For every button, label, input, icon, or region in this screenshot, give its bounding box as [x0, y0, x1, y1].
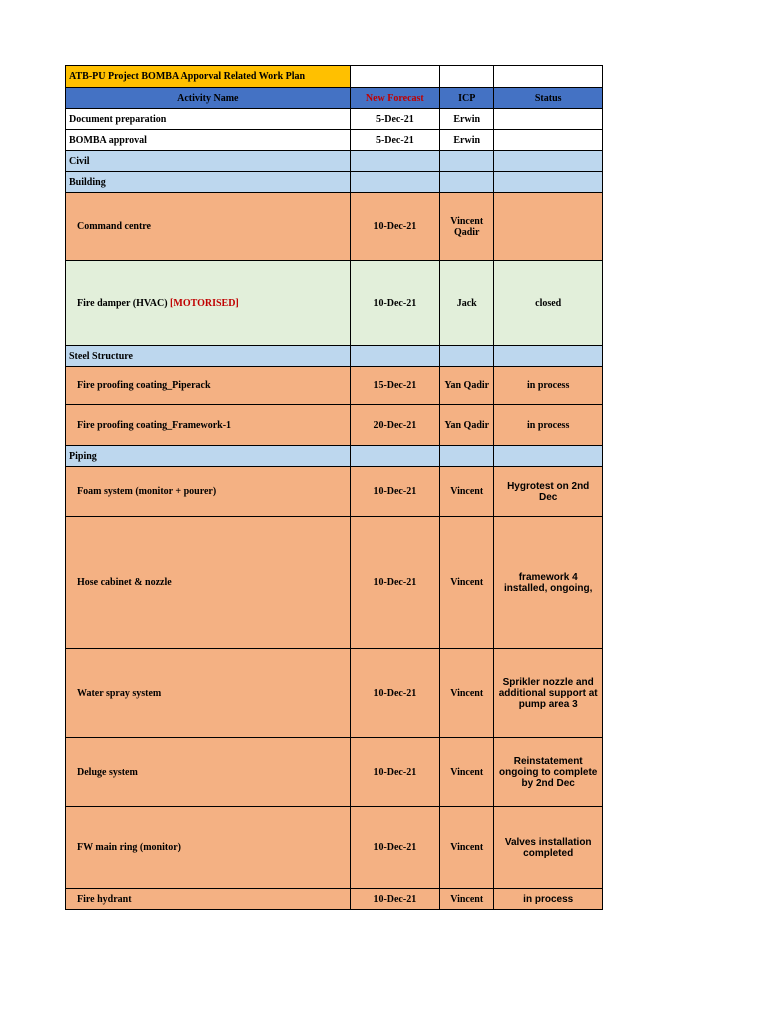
title-blank-cell[interactable] [440, 66, 494, 88]
table-row [66, 367, 603, 405]
table-row [66, 130, 603, 151]
forecast-cell[interactable]: 5-Dec-21 [350, 130, 440, 151]
activity-cell[interactable]: Fire proofing coating_Framework-1 [66, 405, 351, 446]
work-plan-table [65, 65, 603, 910]
icp-cell[interactable]: Vincent [440, 517, 494, 649]
status-cell[interactable]: Sprikler nozzle and additional support at pump area 3 [494, 649, 603, 738]
activity-cell[interactable]: Document preparation [66, 109, 351, 130]
title-blank-cell[interactable] [350, 66, 440, 88]
table-row [66, 405, 603, 446]
section-label[interactable]: Civil [66, 151, 351, 172]
status-cell[interactable] [494, 130, 603, 151]
activity-cell[interactable] [66, 261, 351, 346]
header-status[interactable]: Status [494, 88, 603, 109]
icp-cell[interactable]: Vincent [440, 889, 494, 910]
section-blank-cell[interactable] [440, 446, 494, 467]
title-row [66, 66, 603, 88]
section-row [66, 446, 603, 467]
activity-cell[interactable]: Fire hydrant [66, 889, 351, 910]
activity-cell[interactable]: BOMBA approval [66, 130, 351, 151]
icp-cell[interactable]: Jack [440, 261, 494, 346]
status-cell[interactable] [494, 193, 603, 261]
icp-cell[interactable]: Erwin [440, 130, 494, 151]
activity-cell[interactable]: Foam system (monitor + pourer) [66, 467, 351, 517]
title-blank-cell[interactable] [494, 66, 603, 88]
section-label[interactable]: Piping [66, 446, 351, 467]
status-cell[interactable]: closed [494, 261, 603, 346]
status-cell[interactable]: in process [494, 405, 603, 446]
activity-cell[interactable]: Hose cabinet & nozzle [66, 517, 351, 649]
section-blank-cell[interactable] [350, 446, 440, 467]
forecast-cell[interactable]: 15-Dec-21 [350, 367, 440, 405]
status-cell[interactable]: Reinstatement ongoing to complete by 2nd Dec [494, 738, 603, 807]
status-cell[interactable]: Hygrotest on 2nd Dec [494, 467, 603, 517]
activity-cell[interactable]: Command centre [66, 193, 351, 261]
header-row [66, 88, 603, 109]
section-blank-cell[interactable] [440, 151, 494, 172]
status-cell[interactable]: in process [494, 367, 603, 405]
section-row [66, 346, 603, 367]
forecast-cell[interactable]: 10-Dec-21 [350, 467, 440, 517]
section-blank-cell[interactable] [494, 446, 603, 467]
table-row [66, 193, 603, 261]
icp-cell[interactable]: Yan Qadir [440, 405, 494, 446]
motorised-tag: [MOTORISED] [170, 297, 239, 309]
section-blank-cell[interactable] [494, 172, 603, 193]
icp-cell[interactable]: Vincent [440, 738, 494, 807]
table-row [66, 261, 603, 346]
table-row [66, 517, 603, 649]
status-cell[interactable] [494, 109, 603, 130]
table-row [66, 467, 603, 517]
forecast-cell[interactable]: 20-Dec-21 [350, 405, 440, 446]
section-row [66, 151, 603, 172]
activity-cell[interactable]: Deluge system [66, 738, 351, 807]
forecast-cell[interactable]: 10-Dec-21 [350, 807, 440, 889]
section-blank-cell[interactable] [350, 346, 440, 367]
section-blank-cell[interactable] [440, 172, 494, 193]
forecast-cell[interactable]: 5-Dec-21 [350, 109, 440, 130]
forecast-cell[interactable]: 10-Dec-21 [350, 738, 440, 807]
header-activity[interactable]: Activity Name [66, 88, 351, 109]
section-label[interactable]: Steel Structure [66, 346, 351, 367]
icp-cell[interactable]: Erwin [440, 109, 494, 130]
status-cell[interactable]: framework 4 installed, ongoing, [494, 517, 603, 649]
table-row [66, 889, 603, 910]
activity-label: Fire damper (HVAC) [77, 297, 168, 309]
forecast-cell[interactable]: 10-Dec-21 [350, 889, 440, 910]
icp-cell[interactable]: Vincent [440, 467, 494, 517]
forecast-cell[interactable]: 10-Dec-21 [350, 193, 440, 261]
section-blank-cell[interactable] [494, 346, 603, 367]
activity-cell[interactable]: FW main ring (monitor) [66, 807, 351, 889]
section-blank-cell[interactable] [494, 151, 603, 172]
section-blank-cell[interactable] [440, 346, 494, 367]
forecast-cell[interactable]: 10-Dec-21 [350, 261, 440, 346]
header-icp[interactable]: ICP [440, 88, 494, 109]
icp-cell[interactable]: Vincent [440, 649, 494, 738]
table-row [66, 738, 603, 807]
icp-cell[interactable]: Yan Qadir [440, 367, 494, 405]
icp-cell[interactable]: Vincent [440, 807, 494, 889]
section-row [66, 172, 603, 193]
status-cell[interactable]: Valves installation completed [494, 807, 603, 889]
table-row [66, 807, 603, 889]
forecast-cell[interactable]: 10-Dec-21 [350, 517, 440, 649]
section-blank-cell[interactable] [350, 172, 440, 193]
activity-cell[interactable]: Fire proofing coating_Piperack [66, 367, 351, 405]
table-row [66, 649, 603, 738]
table-row [66, 109, 603, 130]
activity-cell[interactable]: Water spray system [66, 649, 351, 738]
section-blank-cell[interactable] [350, 151, 440, 172]
sheet-title[interactable]: ATB-PU Project BOMBA Apporval Related Work Plan [66, 66, 351, 88]
forecast-cell[interactable]: 10-Dec-21 [350, 649, 440, 738]
header-forecast[interactable]: New Forecast [350, 88, 440, 109]
status-cell[interactable]: in process [494, 889, 603, 910]
section-label[interactable]: Building [66, 172, 351, 193]
icp-cell[interactable]: Vincent Qadir [440, 193, 494, 261]
